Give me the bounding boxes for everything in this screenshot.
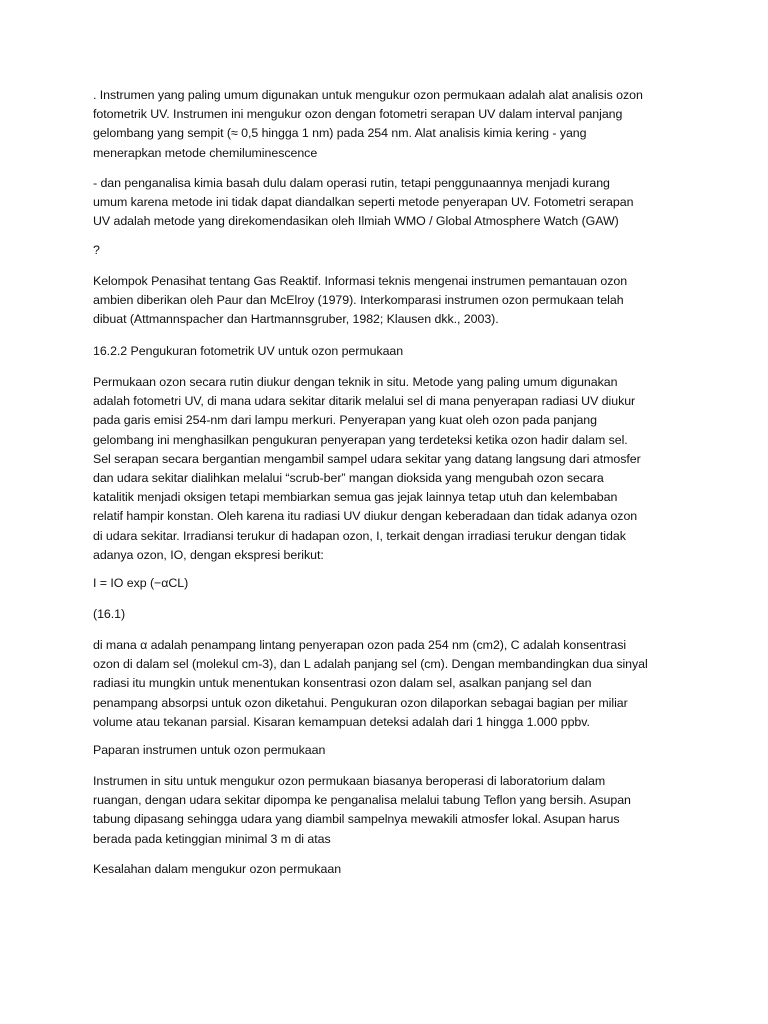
- section-heading-16-2-2: [93, 342, 403, 361]
- paragraph-wet-analyzer: [93, 174, 633, 232]
- section-heading-exposure: [93, 741, 325, 760]
- paragraph-question-mark: [93, 241, 100, 260]
- text-line: ambien diberikan oleh Paur dan McElroy (1979). Interkomparasi instrumen ozon permukaan telah: [93, 293, 624, 308]
- equation-number: [93, 605, 125, 624]
- text-line: 16.2.2 Pengukuran fotometrik UV untuk ozon permukaan: [93, 344, 404, 358]
- text-line: umum karena metode ini tidak dapat diandalkan seperti metode penyerapan UV. Fotometri serapan: [93, 195, 634, 210]
- text-line: I = IO exp (−αCL): [93, 576, 189, 590]
- text-line: fotometrik UV. Instrumen ini mengukur ozon dengan fotometri serapan UV dalam interval panjang: [93, 107, 623, 122]
- text-line: gelombang ini menghasilkan pengukuran penyerapan yang terdeteksi ketika ozon hadir dalam sel.: [93, 432, 628, 447]
- text-line: pada garis emisi 254-nm dari lampu merkuri. Penyerapan yang kuat oleh ozon pada panjang: [93, 413, 597, 428]
- text-line: ozon di dalam sel (molekul cm-3), dan L adalah panjang sel (cm). Dengan membandingkan dua sinyal: [93, 657, 648, 672]
- section-heading-errors: [93, 860, 341, 879]
- text-line: gelombang yang sempit (≈ 0,5 hingga 1 nm) pada 254 nm. Alat analisis kimia kering - yang: [93, 126, 587, 141]
- text-line: tabung dipasang sehingga udara yang diambil sampelnya mewakili atmosfer lokal. Asupan harus: [93, 812, 620, 827]
- text-line: Kelompok Penasihat tentang Gas Reaktif. Informasi teknis mengenai instrumen pemantauan ozon: [93, 274, 628, 288]
- text-line: penampang absorpsi untuk ozon diketahui. Pengukuran ozon dilaporkan sebagai bagian per miliar: [93, 695, 628, 710]
- paragraph-in-situ: [93, 772, 631, 849]
- text-line: Instrumen in situ untuk mengukur ozon permukaan biasanya beroperasi di laboratorium dalam: [93, 774, 606, 788]
- text-line: di mana α adalah penampang lintang penyerapan ozon pada 254 nm (cm2), C adalah konsentrasi: [93, 638, 627, 652]
- text-line: adanya ozon, IO, dengan ekspresi berikut:: [93, 547, 324, 562]
- text-line: . Instrumen yang paling umum digunakan untuk mengukur ozon permukaan adalah alat analisis ozon: [93, 88, 643, 102]
- text-line: UV adalah metode yang direkomendasikan oleh Ilmiah WMO / Global Atmosphere Watch (GAW): [93, 214, 619, 229]
- text-line: Permukaan ozon secara rutin diukur dengan teknik in situ. Metode yang paling umum digunakan: [93, 375, 618, 389]
- paragraph-advisory-group: [93, 272, 627, 330]
- text-line: (16.1): [93, 607, 126, 621]
- text-line: Paparan instrumen untuk ozon permukaan: [93, 743, 326, 757]
- text-line: Sel serapan secara bergantian mengambil sampel udara sekitar yang datang langsung dari atmosfer: [93, 451, 641, 466]
- text-line: volume atau tekanan parsial. Kisaran kemampuan deteksi adalah dari 1 hingga 1.000 ppbv.: [93, 714, 590, 729]
- text-line: radiasi itu mungkin untuk menentukan konsentrasi ozon dalam sel, asalkan panjang sel dan: [93, 676, 592, 691]
- text-line: adalah fotometri UV, di mana udara sekitar ditarik melalui sel di mana penyerapan radiasi UV diukur: [93, 394, 636, 409]
- paragraph-uv-photometry: [93, 373, 641, 565]
- text-line: Kesalahan dalam mengukur ozon permukaan: [93, 862, 342, 876]
- text-line: - dan penganalisa kimia basah dulu dalam operasi rutin, tetapi penggunaannya menjadi kurang: [93, 176, 610, 190]
- text-line: menerapkan metode chemiluminescence: [93, 145, 318, 160]
- text-line: dibuat (Attmannspacher dan Hartmannsgruber, 1982; Klausen dkk., 2003).: [93, 312, 499, 327]
- text-line: ?: [93, 243, 100, 257]
- text-line: dan udara sekitar dialihkan melalui “scrub-ber” mangan dioksida yang mengubah ozon secara: [93, 471, 604, 486]
- text-line: ruangan, dengan udara sekitar dipompa ke penganalisa melalui tabung Teflon yang bersih. Asupan: [93, 793, 631, 808]
- text-line: di udara sekitar. Irradiansi terukur di hadapan ozon, I, terkait dengan irradiasi terukur dengan tidak: [93, 528, 626, 543]
- paragraph-cross-section: [93, 636, 648, 732]
- text-line: berada pada ketinggian minimal 3 m di atas: [93, 831, 331, 846]
- paragraph-intro: [93, 86, 643, 163]
- text-line: katalitik menjadi oksigen tetapi membiarkan semua gas jejak lainnya tetap utuh dan kelembaban: [93, 490, 618, 505]
- equation-line: [93, 574, 188, 593]
- text-line: relatif hampir konstan. Oleh karena itu radiasi UV diukur dengan keberadaan dan tidak adanya ozon: [93, 509, 638, 524]
